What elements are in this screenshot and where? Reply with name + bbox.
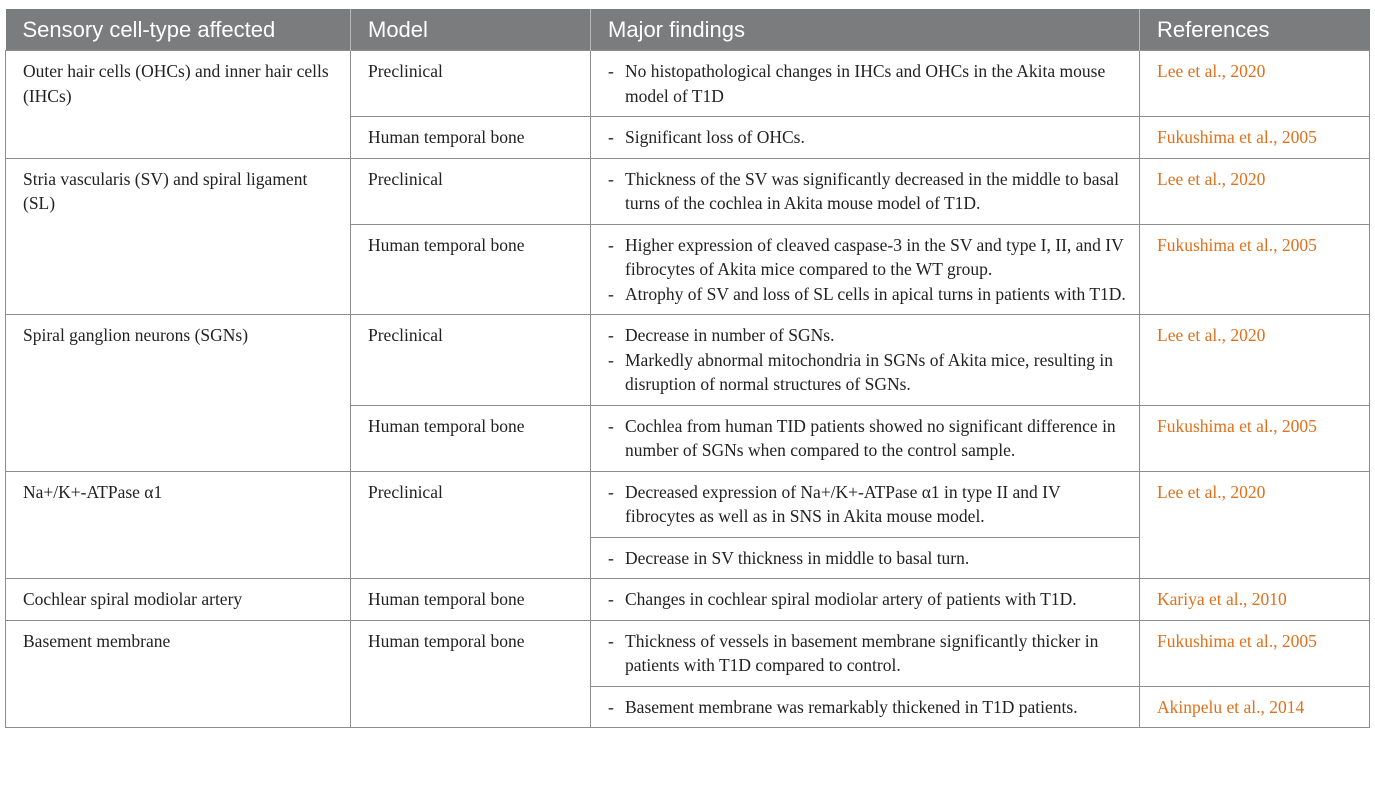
reference-link[interactable]: Kariya et al., 2010 [1140, 579, 1370, 621]
reference-link[interactable]: Akinpelu et al., 2014 [1140, 686, 1370, 728]
bullet-dash: - [608, 481, 614, 502]
findings-cell [591, 686, 1140, 728]
findings-cell [591, 405, 1140, 471]
findings-cell [591, 315, 1140, 406]
reference-link[interactable]: Lee et al., 2020 [1140, 51, 1370, 117]
finding-item [608, 546, 1129, 571]
finding-item [608, 348, 1129, 397]
finding-text: Significant loss of OHCs. [625, 127, 805, 147]
model-cell: Human temporal bone [351, 117, 591, 159]
reference-link[interactable]: Fukushima et al., 2005 [1140, 405, 1370, 471]
finding-item [608, 629, 1129, 678]
cell-type: Spiral ganglion neurons (SGNs) [6, 315, 351, 472]
finding-text: Cochlea from human TID patients showed no significant difference in number of SGNs when compared to the control sample. [625, 415, 1116, 460]
cell-type: Stria vascularis (SV) and spiral ligament (SL) [6, 158, 351, 315]
header-row [6, 9, 1370, 51]
bullet-dash: - [608, 325, 614, 345]
finding-item [608, 414, 1129, 463]
findings-cell [591, 537, 1140, 579]
bullet-dash: - [608, 630, 614, 651]
table-row [6, 620, 1370, 686]
reference-link[interactable]: Fukushima et al., 2005 [1140, 224, 1370, 315]
bullet-dash: - [608, 415, 614, 436]
reference-link[interactable]: Lee et al., 2020 [1140, 471, 1370, 579]
finding-text: Basement membrane was remarkably thickened in T1D patients. [625, 696, 1078, 717]
finding-text: Decrease in SV thickness in middle to basal turn. [625, 547, 970, 568]
finding-text: Changes in cochlear spiral modiolar artery of patients with T1D. [625, 589, 1077, 609]
bullet-dash: - [608, 589, 614, 609]
model-cell: Human temporal bone [351, 620, 591, 728]
finding-text: Markedly abnormal mitochondria in SGNs of Akita mice, resulting in disruption of normal structures of SGNs. [625, 349, 1113, 394]
bullet-dash: - [608, 349, 614, 370]
header-references: References [1140, 9, 1370, 51]
header-model: Model [351, 9, 591, 51]
bullet-dash: - [608, 547, 614, 568]
table-row [6, 471, 1370, 537]
finding-item [608, 167, 1129, 216]
findings-table [5, 9, 1370, 728]
finding-item [608, 587, 1129, 612]
findings-cell [591, 579, 1140, 621]
finding-item [608, 695, 1129, 720]
table-row [6, 158, 1370, 224]
model-cell: Human temporal bone [351, 224, 591, 315]
model-cell: Preclinical [351, 471, 591, 579]
finding-item [608, 125, 1129, 150]
reference-link[interactable]: Fukushima et al., 2005 [1140, 620, 1370, 686]
table-row [6, 315, 1370, 406]
model-cell: Preclinical [351, 315, 591, 406]
reference-link[interactable]: Lee et al., 2020 [1140, 158, 1370, 224]
finding-item [608, 59, 1129, 108]
bullet-dash: - [608, 168, 614, 189]
findings-cell [591, 224, 1140, 315]
finding-text: Thickness of the SV was significantly decreased in the middle to basal turns of the cochlea in Akita mouse model of T1D. [625, 168, 1119, 213]
model-cell: Preclinical [351, 158, 591, 224]
findings-cell [591, 471, 1140, 537]
finding-text: No histopathological changes in IHCs and OHCs in the Akita mouse model of T1D [625, 61, 1106, 106]
finding-text: Atrophy of SV and loss of SL cells in apical turns in patients with T1D. [625, 283, 1126, 304]
finding-item [608, 323, 1129, 348]
model-cell: Human temporal bone [351, 405, 591, 471]
finding-item [608, 282, 1129, 307]
bullet-dash: - [608, 61, 614, 81]
table-row [6, 51, 1370, 117]
cell-type: Basement membrane [6, 620, 351, 728]
header-findings: Major findings [591, 9, 1140, 51]
model-cell: Preclinical [351, 51, 591, 117]
model-cell: Human temporal bone [351, 579, 591, 621]
reference-link[interactable]: Lee et al., 2020 [1140, 315, 1370, 406]
finding-text: Decrease in number of SGNs. [625, 325, 835, 345]
finding-item [608, 480, 1129, 529]
table-row [6, 579, 1370, 621]
finding-text: Decreased expression of Na+/K+-ATPase α1 in type II and IV fibrocytes as well as in SNS in Akita mouse model. [625, 481, 1061, 526]
findings-cell [591, 620, 1140, 686]
cell-type: Na+/K+-ATPase α1 [6, 471, 351, 579]
bullet-dash: - [608, 127, 614, 147]
bullet-dash: - [608, 696, 614, 717]
finding-item [608, 233, 1129, 282]
reference-link[interactable]: Fukushima et al., 2005 [1140, 117, 1370, 159]
bullet-dash: - [608, 283, 614, 304]
cell-type: Outer hair cells (OHCs) and inner hair cells (IHCs) [6, 51, 351, 159]
cell-type: Cochlear spiral modiolar artery [6, 579, 351, 621]
findings-cell [591, 117, 1140, 159]
findings-cell [591, 51, 1140, 117]
header-cell-type: Sensory cell-type affected [6, 9, 351, 51]
bullet-dash: - [608, 234, 614, 255]
finding-text: Higher expression of cleaved caspase-3 in the SV and type I, II, and IV fibrocytes of Akita mice compared to the WT group. [625, 234, 1124, 279]
finding-text: Thickness of vessels in basement membrane significantly thicker in patients with T1D compared to control. [625, 630, 1099, 675]
findings-cell [591, 158, 1140, 224]
